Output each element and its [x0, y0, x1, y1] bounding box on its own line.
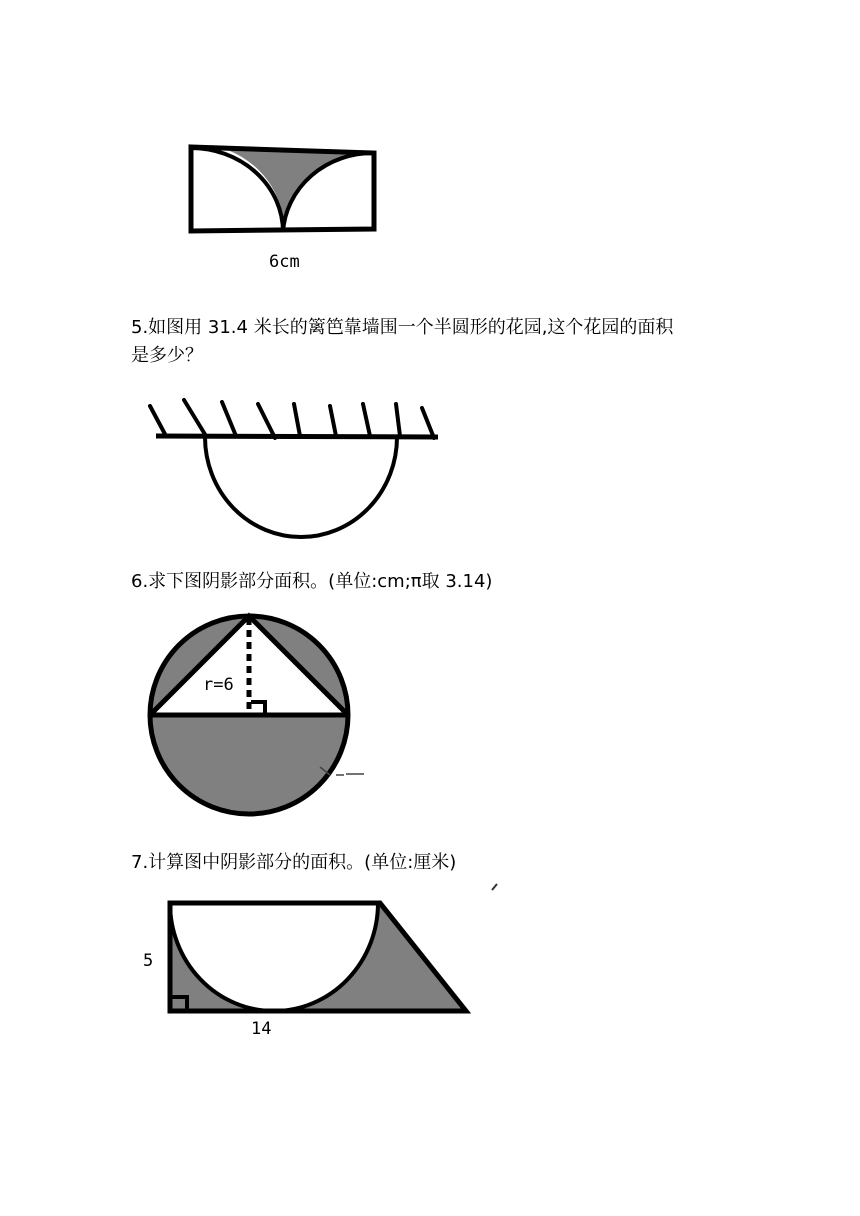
label-radius: r=6 — [203, 675, 234, 695]
question-6-text: 6.求下图阴影部分面积。(单位:cm;π取 3.14) — [131, 571, 493, 592]
question-5-line-1: 5.如图用 31.4 米长的篱笆靠墙围一个半圆形的花园,这个花园的面积 — [131, 317, 674, 338]
label-height-5: 5 — [143, 951, 154, 971]
label-6cm: 6cm — [269, 252, 300, 272]
question-7-text: 7.计算图中阴影部分的面积。(单位:厘米) — [131, 852, 457, 873]
label-base-14: 14 — [251, 1019, 272, 1039]
question-5-line-2: 是多少？ — [131, 345, 203, 366]
stray-mark-2 — [492, 884, 497, 890]
